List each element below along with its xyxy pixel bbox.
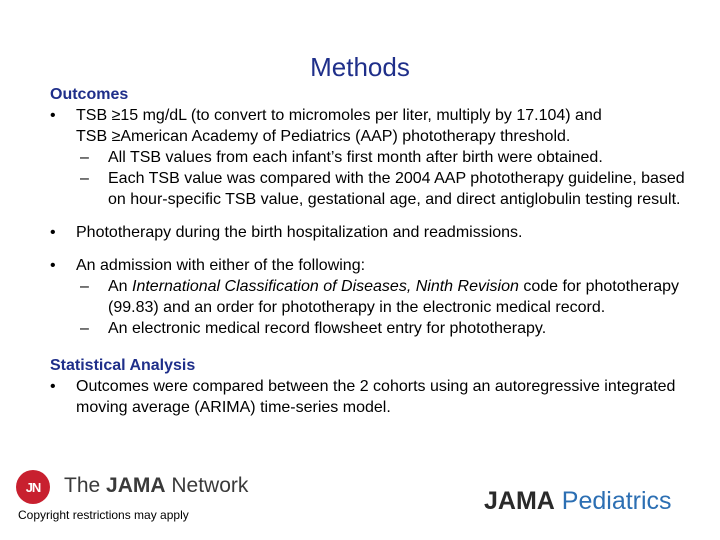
copyright-notice: Copyright restrictions may apply [18, 508, 189, 522]
bullet-text: Outcomes were compared between the 2 cohorts using an autoregressive integrated moving average (ARIMA) time-series model. [76, 378, 676, 416]
network-rest: Network [165, 474, 249, 497]
jama-pediatrics-logo [484, 487, 672, 516]
list-item [50, 376, 700, 418]
dash-marker: – [80, 278, 89, 295]
jn-logo-icon [16, 470, 50, 504]
bullet-line: TSB ≥American Academy of Pediatrics (AAP) phototherapy threshold. [76, 128, 571, 145]
list-item [50, 105, 700, 147]
sub-item-text: Each TSB value was compared with the 2004 AAP phototherapy guideline, based on hour-specific TSB value, gestational age, and direct antiglobulin testing result. [108, 170, 685, 208]
sub-item-text-post: code for phototherapy (99.83) and an order for phototherapy in the electronic medical record. [108, 278, 679, 316]
list-item [50, 222, 700, 243]
dash-marker: – [80, 170, 89, 187]
dash-marker: – [80, 320, 89, 337]
network-jama: JAMA [106, 474, 166, 497]
bullet-marker: • [50, 378, 56, 395]
jama-network-wordmark [64, 474, 248, 498]
list-item [50, 255, 700, 276]
icd-title: International Classification of Diseases, Ninth Revision [132, 278, 519, 295]
bullet-line: TSB ≥15 mg/dL (to convert to micromoles per liter, multiply by 17.104) and [76, 107, 602, 124]
peds-jama: JAMA [484, 487, 555, 515]
dash-marker: – [80, 149, 89, 166]
bullet-text: Phototherapy during the birth hospitalization and readmissions. [76, 224, 523, 241]
slide-content [50, 84, 700, 418]
outcomes-heading: Outcomes [50, 86, 129, 103]
bullet-marker: • [50, 257, 56, 274]
sub-item-text: All TSB values from each infant’s first month after birth were obtained. [108, 149, 603, 166]
sub-item-text-pre: An [108, 278, 133, 295]
jn-logo-initials: JN [25, 479, 41, 495]
network-the: The [64, 474, 107, 497]
sub-list-item [76, 276, 700, 318]
bullet-marker: • [50, 107, 56, 124]
bullet-text: An admission with either of the following: [76, 257, 366, 274]
jama-network-logo [16, 470, 249, 504]
sub-list-item [76, 318, 700, 339]
peds-word: Pediatrics [554, 487, 672, 515]
sub-item-text: An electronic medical record flowsheet entry for phototherapy. [108, 320, 547, 337]
statistical-analysis-heading: Statistical Analysis [50, 357, 196, 374]
sub-list-item [76, 168, 700, 210]
sub-list-item [76, 147, 700, 168]
bullet-marker: • [50, 224, 56, 241]
slide-title: Methods [310, 52, 410, 82]
